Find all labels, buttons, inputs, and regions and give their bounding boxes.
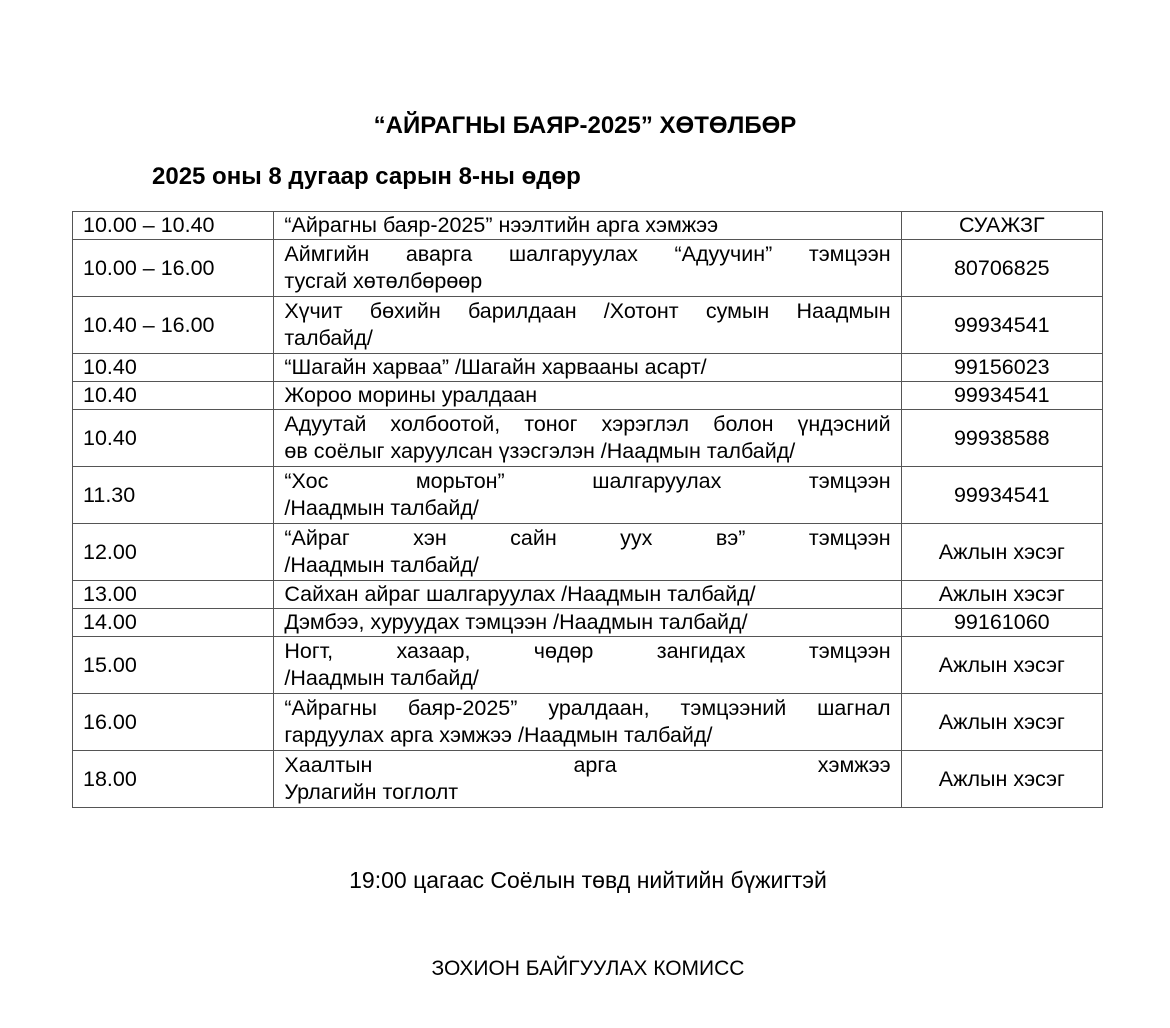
contact-cell: Ажлын хэсэг [901,637,1102,694]
table-row [73,751,1103,808]
contact-cell: 99161060 [901,609,1102,637]
time-cell: 15.00 [73,637,274,694]
contact-cell: 99938588 [901,410,1102,467]
event-line: Хаалтын арга хэмжээ [284,753,891,777]
table-row [73,354,1103,382]
event-line: тусгай хөтөлбөрөөр [284,269,483,293]
event-line: Урлагийн тоглолт [284,780,459,804]
schedule-table [72,211,1103,808]
time-cell: 13.00 [73,581,274,609]
event-line: “Айрагны баяр-2025” уралдаан, тэмцээний шагнал [284,696,891,720]
table-row [73,410,1103,467]
footer-note: 19:00 цагаас Соёлын төвд нийтийн бүжигтэй [349,867,827,893]
event-line: Хүчит бөхийн барилдаан /Хотонт сумын Наадмын [284,299,891,323]
table-row [73,297,1103,354]
event-cell [274,354,901,382]
time-cell: 10.00 – 10.40 [73,212,274,240]
contact-cell: 99156023 [901,354,1102,382]
event-cell [274,751,901,808]
table-row [73,581,1103,609]
event-line: “Айраг хэн сайн уух вэ” тэмцээн [284,526,891,550]
contact-cell: 99934541 [901,297,1102,354]
time-cell: 18.00 [73,751,274,808]
time-cell: 10.40 – 16.00 [73,297,274,354]
organizer-line: ЗОХИОН БАЙГУУЛАХ КОМИСС [431,957,745,980]
time-cell: 14.00 [73,609,274,637]
table-row [73,212,1103,240]
event-line: талбайд/ [284,326,373,350]
event-cell [274,467,901,524]
event-cell [274,524,901,581]
contact-cell: Ажлын хэсэг [901,751,1102,808]
event-cell [274,410,901,467]
event-line: Сайхан айраг шалгаруулах /Наадмын талбайд/ [284,582,756,606]
event-cell [274,382,901,410]
table-row [73,637,1103,694]
event-line: Жороо морины уралдаан [284,383,538,407]
time-cell: 10.40 [73,354,274,382]
table-row [73,524,1103,581]
event-line: “Айрагны баяр-2025” нээлтийн арга хэмжээ [284,213,719,237]
event-cell [274,212,901,240]
event-line: /Наадмын талбайд/ [284,496,479,520]
event-line: гардуулах арга хэмжээ /Наадмын талбайд/ [284,723,713,747]
document-title: “АЙРАГНЫ БАЯР-2025” ХӨТӨЛБӨР [373,112,797,139]
time-cell: 16.00 [73,694,274,751]
event-cell [274,297,901,354]
table-row [73,694,1103,751]
contact-cell: Ажлын хэсэг [901,694,1102,751]
table-row [73,382,1103,410]
event-line: Ногт, хазаар, чөдөр зангидах тэмцээн [284,639,891,663]
contact-cell: СУАЖЗГ [901,212,1102,240]
time-cell: 12.00 [73,524,274,581]
time-cell: 10.40 [73,410,274,467]
event-cell [274,694,901,751]
event-cell [274,637,901,694]
event-line: Адуутай холбоотой, тоног хэрэглэл болон үндэсний [284,412,891,436]
event-line: /Наадмын талбайд/ [284,666,479,690]
schedule-body [73,212,1103,808]
table-row [73,240,1103,297]
table-row [73,609,1103,637]
time-cell: 10.00 – 16.00 [73,240,274,297]
time-cell: 10.40 [73,382,274,410]
event-cell [274,609,901,637]
event-line: өв соёлыг харуулсан үзэсгэлэн /Наадмын талбайд/ [284,439,796,463]
event-cell [274,581,901,609]
contact-cell: Ажлын хэсэг [901,581,1102,609]
contact-cell: Ажлын хэсэг [901,524,1102,581]
date-line: 2025 оны 8 дугаар сарын 8-ны өдөр [152,163,581,190]
event-line: Дэмбээ, хуруудах тэмцээн /Наадмын талбайд/ [284,610,748,634]
event-line: /Наадмын талбайд/ [284,553,479,577]
contact-cell: 99934541 [901,467,1102,524]
event-line: “Хос морьтон” шалгаруулах тэмцээн [284,469,891,493]
contact-cell: 99934541 [901,382,1102,410]
event-cell [274,240,901,297]
table-row [73,467,1103,524]
time-cell: 11.30 [73,467,274,524]
contact-cell: 80706825 [901,240,1102,297]
event-line: “Шагайн харваа” /Шагайн харвааны асарт/ [284,355,707,379]
event-line: Аймгийн аварга шалгаруулах “Адуучин” тэмцээн [284,242,891,266]
